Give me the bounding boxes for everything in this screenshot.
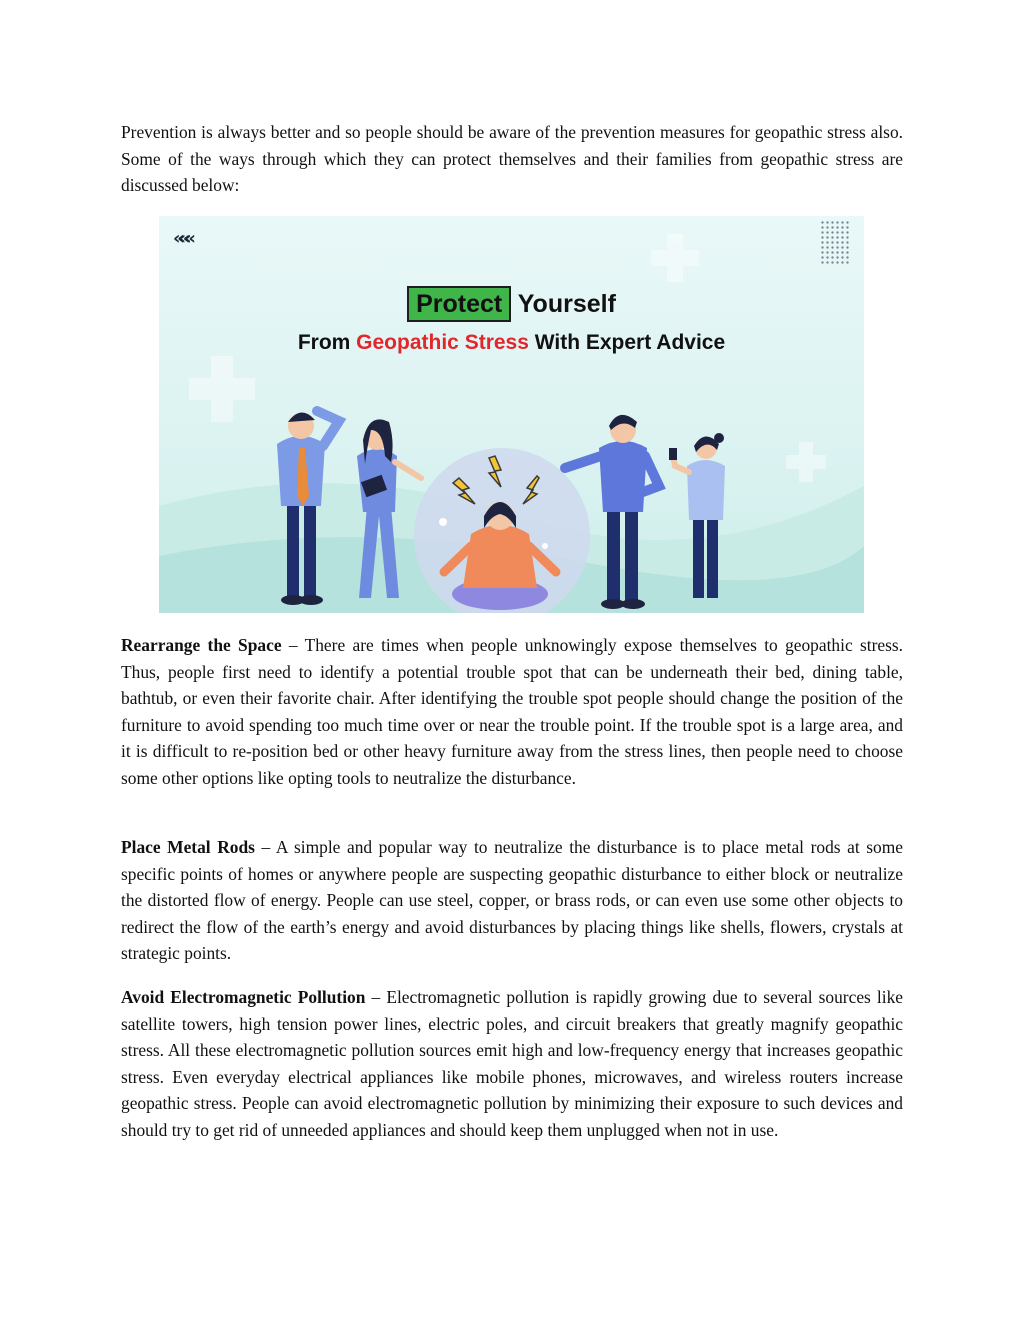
intro-paragraph: Prevention is always better and so people should be aware of the prevention measures for geopathic stress also. Some of the ways through which they can protect themselves and their families from geopathic stress are discussed below: (121, 122, 903, 195)
section-heading: Avoid Electromagnetic Pollution (121, 987, 366, 1007)
dot-grid-decoration (820, 220, 850, 266)
subheadline-suffix: With Expert Advice (528, 331, 726, 354)
protect-yourself-banner (159, 216, 864, 613)
chevrons-icon: ««« (173, 228, 190, 249)
section-heading: Place Metal Rods (121, 837, 255, 857)
section-body: – Electromagnetic pollution is rapidly growing due to several sources like satellite towers, high tension power lines, electric poles, and circuit breakers that greatly magnify geopathic stress. All these electromagnetic pollution sources emit high and low-frequency energy that increases geopathic stress. Even everyday electrical appliances like mobile phones, microwaves, and wireless routers increase geopathic stress. People can avoid electromagnetic pollution by minimizing their exposure to such devices and should try to get rid of unneeded appliances and should keep them unplugged when not in use. (121, 987, 903, 1140)
banner-headline (159, 286, 864, 322)
section-body: – There are times when people unknowingly expose themselves to geopathic stress. Thus, people first need to identify a potential trouble spot that can be underneath their bed, dining table, bathtub, or even their favorite chair. After identifying the trouble spot people should change the position of the furniture to avoid spending too much time over or near the trouble point. If the trouble spot is a large area, and it is difficult to re-position bed or other heavy furniture away from the stress lines, then people need to choose some other options like opting tools to neutralize the disturbance. (121, 635, 904, 788)
banner-subheadline (159, 331, 864, 355)
banner-title-rest: Yourself (511, 290, 616, 318)
section-heading: Rearrange the Space (121, 635, 282, 655)
section-rearrange-space (121, 632, 903, 791)
section-body: – A simple and popular way to neutralize the disturbance is to place metal rods at some specific points of homes or anywhere people are suspecting geopathic disturbance to either block or neutralize the distorted flow of energy. People can use steel, copper, or brass rods, or can even use some other objects to redirect the flow of the earth’s energy and avoid disturbances by placing things like shells, flowers, crystals at strategic points. (121, 837, 903, 963)
protect-tag: Protect (407, 286, 511, 322)
banner-illustration (159, 216, 864, 613)
subheadline-highlight: Geopathic Stress (356, 331, 529, 354)
section-avoid-em-pollution (121, 984, 903, 1143)
section-place-metal-rods (121, 834, 903, 967)
subheadline-prefix: From (297, 331, 357, 354)
